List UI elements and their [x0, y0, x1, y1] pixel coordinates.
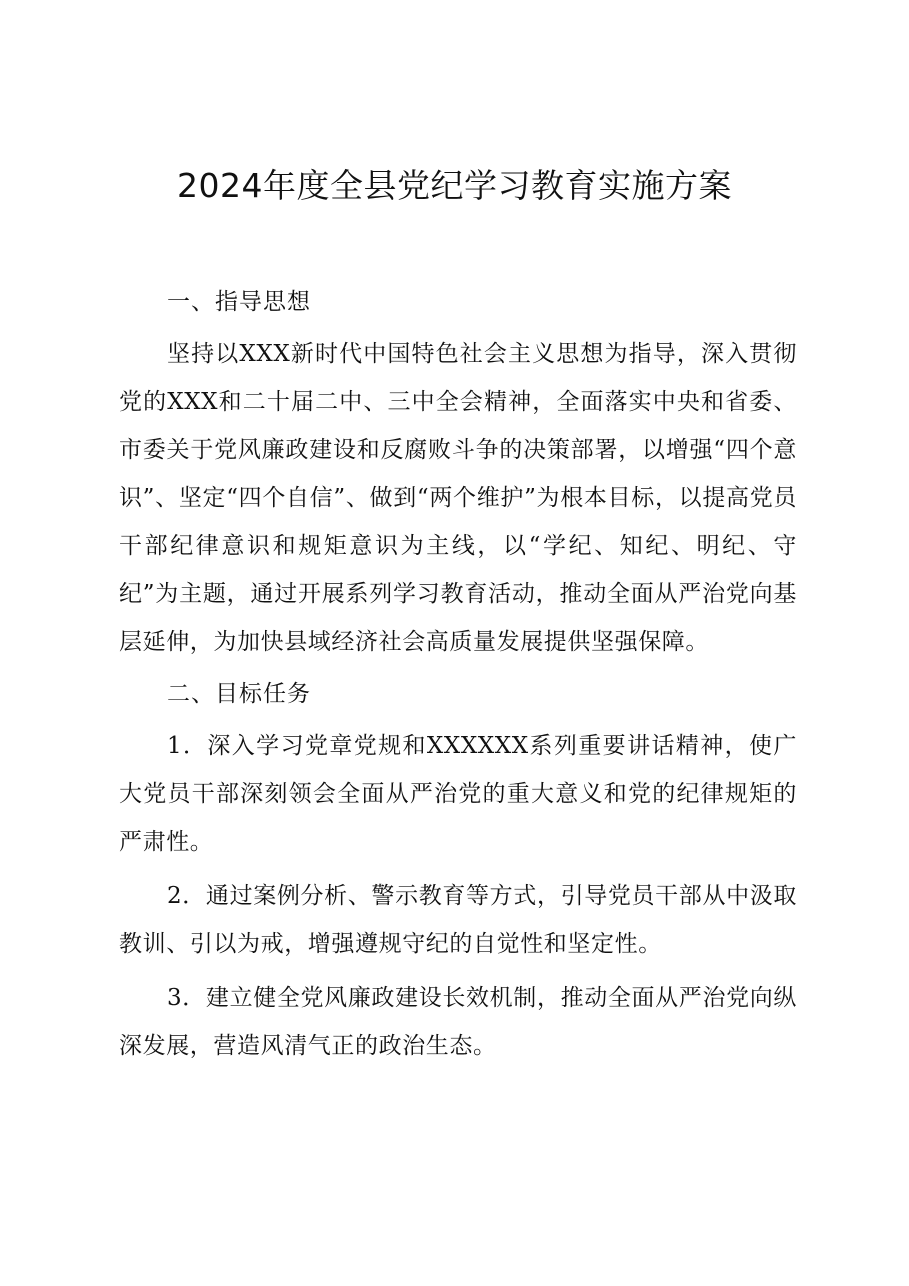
paragraph: 坚持以XXX新时代中国特色社会主义思想为指导，深入贯彻党的XXX和二十届二中、三中全会精神，全面落实中央和省委、市委关于党风廉政建设和反腐败斗争的决策部署，以增强“四个意识”、坚定“四个自信”、做到“两个维护”为根本目标，以提高党员干部纪律意识和规矩意识为主线，以“学纪、知纪、明纪、守纪”为主题，通过开展系列学习教育活动，推动全面从严治党向基层延伸，为加快县域经济社会高质量发展提供坚强保障。	[119, 341, 797, 655]
section-guiding-ideology	[119, 282, 797, 666]
list-item-2: 2．通过案例分析、警示教育等方式，引导党员干部从中汲取教训、引以为戒，增强遵规守纪的自觉性和坚定性。	[119, 883, 797, 957]
list-item-1: 1．深入学习党章党规和XXXXXX系列重要讲话精神，使广大党员干部深刻领会全面从严治党的重大意义和党的纪律规矩的严肃性。	[119, 733, 797, 855]
section-heading: 一、指导思想	[167, 289, 311, 315]
section-goals-tasks	[119, 674, 797, 1070]
document-body	[119, 282, 797, 1070]
list-item-3: 3．建立健全党风廉政建设长效机制，推动全面从严治党向纵深发展，营造风清气正的政治生态。	[119, 985, 797, 1059]
document-title: 2024年度全县党纪学习教育实施方案	[177, 166, 732, 205]
section-heading: 二、目标任务	[167, 681, 311, 707]
